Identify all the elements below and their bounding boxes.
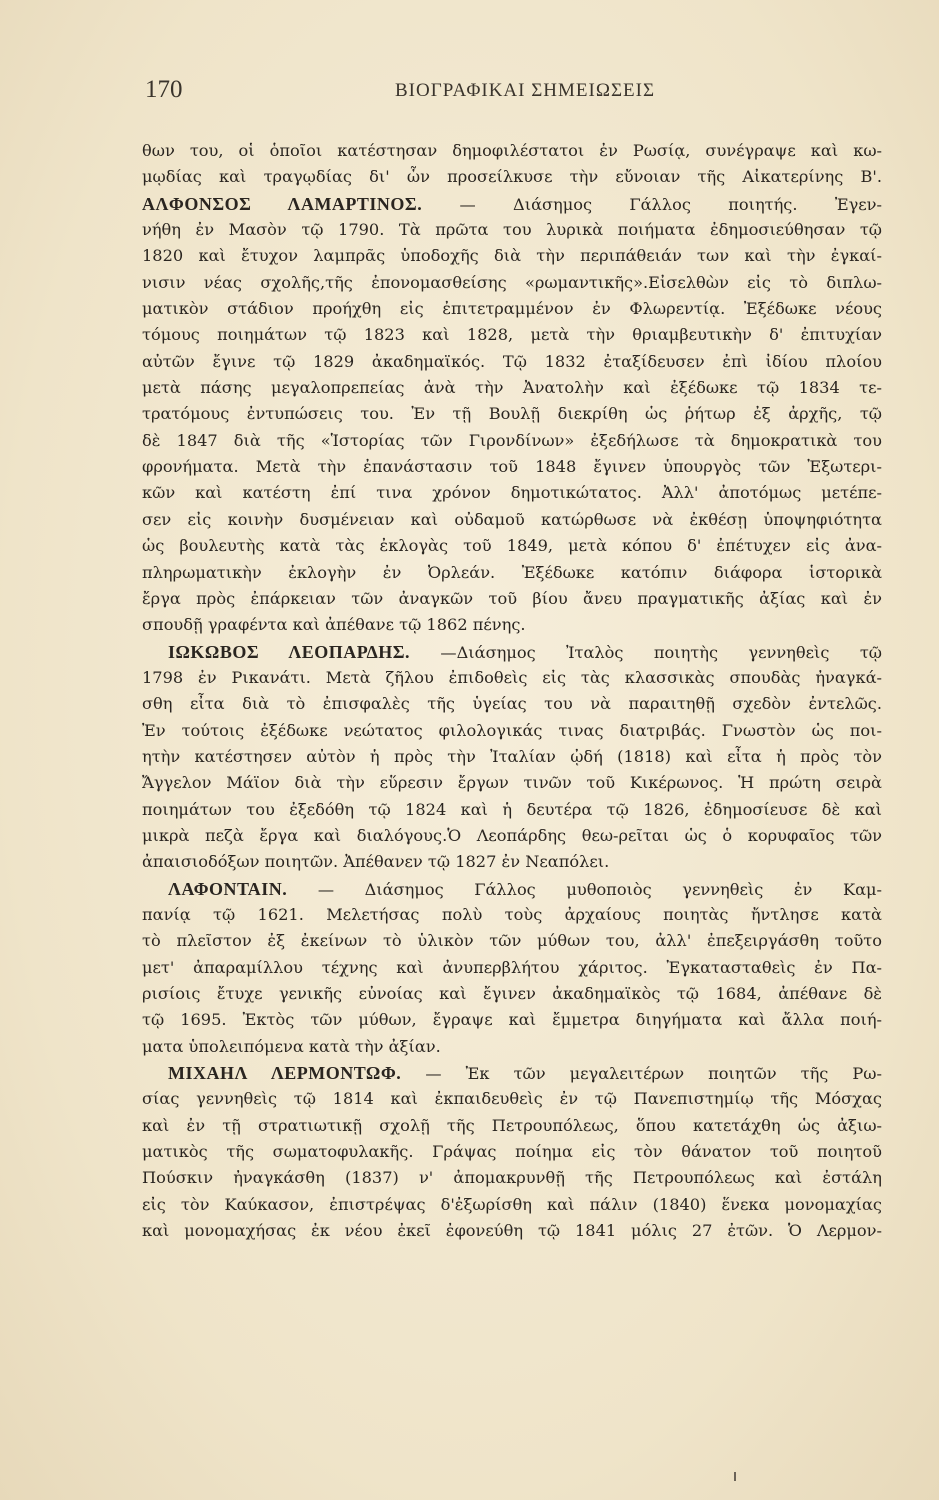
text-line: νισιν νέας σχολῆς,τῆς ἐπονομασθείσης «ρωμαντικῆς».Εἰσελθὼν εἰς τὸ διπλω- xyxy=(142,272,882,292)
text-line: σεν εἰς κοινὴν δυσμένειαν καὶ οὐδαμοῦ κατώρθωσε νὰ ἐκθέσῃ ὑποψηφιότητα xyxy=(142,509,882,529)
text-line: μετὰ πάσης μεγαλοπρεπείας ἀνὰ τὴν Ἀνατολὴν καὶ ἐξέδωκε τῷ 1834 τε- xyxy=(142,378,882,398)
text-line: σίας γεννηθεὶς τῷ 1814 καὶ ἐκπαιδευθεὶς ἐν τῷ Πανεπιστημίῳ τῆς Μόσχας xyxy=(142,1089,882,1109)
text-line: —Διάσημος Ἰταλὸς ποιητὴς γεννηθεὶς τῷ xyxy=(410,642,882,662)
text-line: φρονήματα. Μετὰ τὴν ἐπανάστασιν τοῦ 1848 ἔγινεν ὑπουργὸς τῶν Ἐξωτερι- xyxy=(142,457,882,477)
text-line: Ἐν τούτοις ἐξέδωκε νεώτατος φιλολογικάς τινας διατριβάς. Γνωστὸν ὡς ποι- xyxy=(142,720,882,740)
entry-name-leopardi: ΙΩΚΩΒΟΣ ΛΕΟΠΑΡΔΗΣ. xyxy=(168,641,411,662)
page-number: 170 xyxy=(145,76,183,103)
text-line: καὶ μονομαχήσας ἐκ νέου ἐκεῖ ἐφονεύθη τῷ 1841 μόλις 27 ἐτῶν. Ὁ Λερμον- xyxy=(142,1221,882,1241)
entry-name-lamartine: ΑΛΦΟΝΣΟΣ ΛΑΜΑΡΤΙΝΟΣ. xyxy=(142,193,423,214)
text-line: ματικὸν στάδιον προήχθη εἰς ἐπιτετραμμένον ἐν Φλωρεντίᾳ. Ἐξέδωκε νέους xyxy=(142,299,882,319)
entry-lermontov-heading xyxy=(142,1060,882,1086)
text-line: Ἄγγελον Μάϊον διὰ τὴν εὕρεσιν ἔργων τινῶν τοῦ Κικέρωνος. Ἡ πρώτη σειρὰ xyxy=(142,773,882,793)
text-line: ματικὸς τῆς σωματοφυλακῆς. Γράψας ποίημα εἰς τὸν θάνατον τοῦ ποιητοῦ xyxy=(142,1142,882,1162)
text-line: 1820 καὶ ἔτυχον λαμπρᾶς ὑποδοχῆς διὰ τὴν περιπάθειάν των καὶ τὴν ἐγκαί- xyxy=(142,246,882,266)
text-line: τόμους ποιημάτων τῷ 1823 καὶ 1828, μετὰ τὴν θριαμβευτικὴν δ' ἐπιτυχίαν xyxy=(142,325,882,345)
text-line: δὲ 1847 διὰ τῆς «Ἱστορίας τῶν Γιρονδίνων» ἐξεδήλωσε τὰ δημοκρατικὰ του xyxy=(142,430,882,450)
text-line: κῶν καὶ κατέστη ἐπί τινα χρόνον δημοτικώτατος. Ἀλλ' ἀποτόμως μετέπε- xyxy=(142,483,882,503)
text-line: ἀπαισιοδόξων ποιητῶν. Ἀπέθανεν τῷ 1827 ἐν Νεαπόλει. xyxy=(142,852,610,872)
text-line: εἰς τὸν Καύκασον, ἐπιστρέψας δ'ἐξωρίσθη καὶ πάλιν (1840) ἕνεκα μονομαχίας xyxy=(142,1194,882,1214)
entry-lamartine-heading xyxy=(142,191,882,217)
text-line: ὡς βουλευτὴς κατὰ τὰς ἐκλογὰς τοῦ 1849, μετὰ κόπου δ' ἐπέτυχεν εἰς ἀνα- xyxy=(142,536,882,556)
text-line: τὸ πλεῖστον ἐξ ἐκείνων τὸ ὑλικὸν τῶν μύθων του, ἀλλ' ἐπεξειργάσθη τοῦτο xyxy=(142,931,882,951)
page-header xyxy=(145,76,885,116)
text-line: πληρωματικὴν ἐκλογὴν ἐν Ὀρλεάν. Ἐξέδωκε κατόπιν διάφορα ἱστορικὰ xyxy=(142,562,882,582)
text-line: μικρὰ πεζὰ ἔργα καὶ διαλόγους.Ὁ Λεοπάρδης θεω-ρεῖται ὡς ὁ κορυφαῖος τῶν xyxy=(142,825,882,845)
entry-name-lafontaine: ΛΑΦΟΝΤΑΙΝ. xyxy=(168,878,288,899)
text-line: Πούσκιν ἠναγκάσθη (1837) ν' ἀπομακρυνθῇ τῆς Πετρουπόλεως καὶ ἐστάλη xyxy=(142,1168,882,1188)
text-line: — Διάσημος Γάλλος μυθοποιὸς γεννηθεὶς ἐν Καμ- xyxy=(287,879,882,899)
text-line: σπουδῇ γραφέντα καὶ ἀπέθανε τῷ 1862 πένης. xyxy=(142,615,526,635)
entry-lafontaine-heading xyxy=(142,876,882,902)
text-line: καὶ ἐν τῇ στρατιωτικῇ σχολῇ τῆς Πετρουπόλεως, ὅπου κατετάχθη ὡς ἀξιω- xyxy=(142,1115,882,1135)
entry-name-lermontov: ΜΙΧΑΗΛ ΛΕΡΜΟΝΤΩΦ. xyxy=(168,1063,402,1084)
text-line: σθη εἶτα διὰ τὸ ἐπισφαλὲς τῆς ὑγείας του νὰ παραιτηθῇ σχεδὸν ἐντελῶς. xyxy=(142,694,882,714)
text-line: μετ' ἀπαραμίλλου τέχνης καὶ ἀνυπερβλήτου χάριτος. Ἐγκατασταθεὶς ἐν Πα- xyxy=(142,957,882,977)
text-line: ἔργα πρὸς ἐπάρκειαν τῶν ἀναγκῶν τοῦ βίου ἄνευ πραγματικῆς ἀξίας καὶ ἐν xyxy=(142,588,882,608)
entry-leopardi-heading xyxy=(142,639,882,665)
body-text xyxy=(142,138,882,1244)
text-line: αὐτῶν ἔγινε τῷ 1829 ἀκαδημαϊκός. Τῷ 1832 ἐταξίδευσεν ἐπὶ ἰδίου πλοίου xyxy=(142,351,882,371)
text-line: τῷ 1695. Ἐκτὸς τῶν μύθων, ἔγραψε καὶ ἔμμετρα διηγήματα καὶ ἄλλα ποιή- xyxy=(142,1010,882,1030)
text-line: μῳδίας καὶ τραγῳδίας δι' ὧν προσείλκυσε τὴν εὔνοιαν τῆς Αἰκατερίνης Β'. xyxy=(142,167,882,187)
text-line: πανίᾳ τῷ 1621. Μελετήσας πολὺ τοὺς ἀρχαίους ποιητὰς ἤντλησε κατὰ xyxy=(142,904,882,924)
text-line: ητὴν κατέστησεν αὐτὸν ἡ πρὸς τὴν Ἰταλίαν ᾠδή (1818) καὶ εἶτα ἡ πρὸς τὸν xyxy=(142,746,882,766)
text-line: — Διάσημος Γάλλος ποιητής. Ἐγεν- xyxy=(422,194,882,214)
running-title: ΒΙΟΓΡΑΦΙΚΑΙ ΣΗΜΕΙΩΣΕΙΣ xyxy=(395,80,656,101)
text-line: θων του, οἱ ὁποῖοι κατέστησαν δημοφιλέστατοι ἐν Ρωσίᾳ, συνέγραψε καὶ κω- xyxy=(142,141,882,160)
text-line: — Ἐκ τῶν μεγαλειτέρων ποιητῶν τῆς Ρω- xyxy=(401,1064,882,1084)
text-line: ρισίοις ἔτυχε γενικῆς εὐνοίας καὶ ἔγινεν ἀκαδημαϊκὸς τῷ 1684, ἀπέθανε δὲ xyxy=(142,984,882,1003)
text-line: 1798 ἐν Ρικανάτι. Μετὰ ζῆλου ἐπιδοθεὶς εἰς τὰς κλασσικὰς σπουδὰς ἠναγκά- xyxy=(142,667,882,687)
text-line: ποιημάτων του ἐξεδόθη τῷ 1824 καὶ ἡ δευτέρα τῷ 1826, ἐδημοσίευσε δὲ καὶ xyxy=(142,799,882,819)
text-line: νήθη ἐν Μασὸν τῷ 1790. Τὰ πρῶτα του λυρικὰ ποιήματα ἐδημοσιεύθησαν τῷ xyxy=(142,220,882,240)
print-mark xyxy=(734,1472,736,1481)
text-line: ματα ὑπολειπόμενα κατὰ τὴν ἀξίαν. xyxy=(142,1036,441,1056)
text-line: τρατόμους ἐντυπώσεις του. Ἐν τῇ Βουλῇ διεκρίθη ὡς ῥήτωρ ἐξ ἀρχῆς, τῷ xyxy=(142,404,882,424)
